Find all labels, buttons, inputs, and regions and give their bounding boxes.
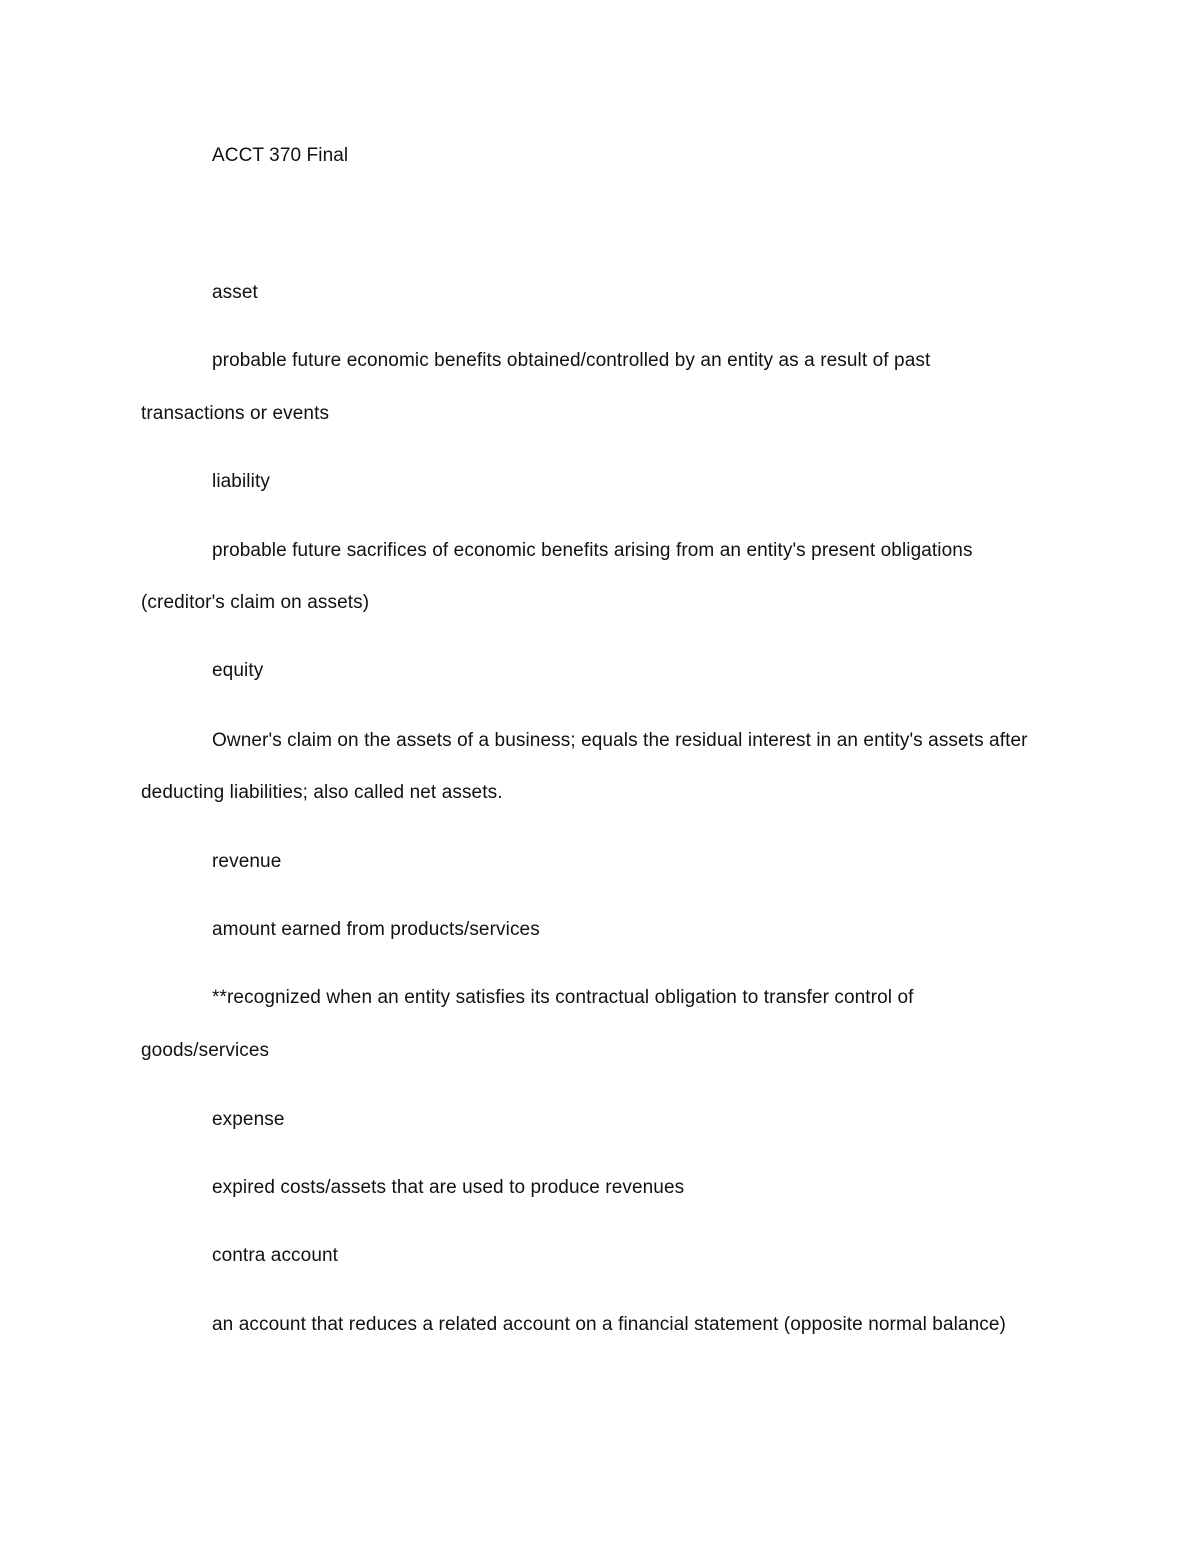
- term-contra-account: contra account: [212, 1245, 339, 1266]
- term-revenue: revenue: [212, 851, 282, 872]
- definition-liability-line-1: probable future sacrifices of economic benefits arising from an entity's present obligations: [212, 540, 973, 561]
- definition-equity-line-1: Owner's claim on the assets of a business; equals the residual interest in an entity's assets after: [212, 730, 1028, 751]
- definition-contra-account: an account that reduces a related account on a financial statement (opposite normal balance): [212, 1314, 1006, 1335]
- note-revenue-line-2: goods/services: [141, 1040, 270, 1061]
- term-liability: liability: [212, 471, 270, 492]
- definition-asset-line-2: transactions or events: [141, 403, 330, 424]
- definition-equity-line-2: deducting liabilities; also called net assets.: [141, 782, 503, 803]
- note-revenue-line-1: **recognized when an entity satisfies its contractual obligation to transfer control of: [212, 987, 914, 1008]
- term-expense: expense: [212, 1109, 285, 1130]
- definition-revenue: amount earned from products/services: [212, 919, 540, 940]
- definition-asset-line-1: probable future economic benefits obtained/controlled by an entity as a result of past: [212, 350, 931, 371]
- document-title: ACCT 370 Final: [212, 145, 349, 166]
- term-equity: equity: [212, 660, 264, 681]
- definition-liability-line-2: (creditor's claim on assets): [141, 592, 370, 613]
- definition-expense: expired costs/assets that are used to produce revenues: [212, 1177, 685, 1198]
- term-asset: asset: [212, 282, 258, 303]
